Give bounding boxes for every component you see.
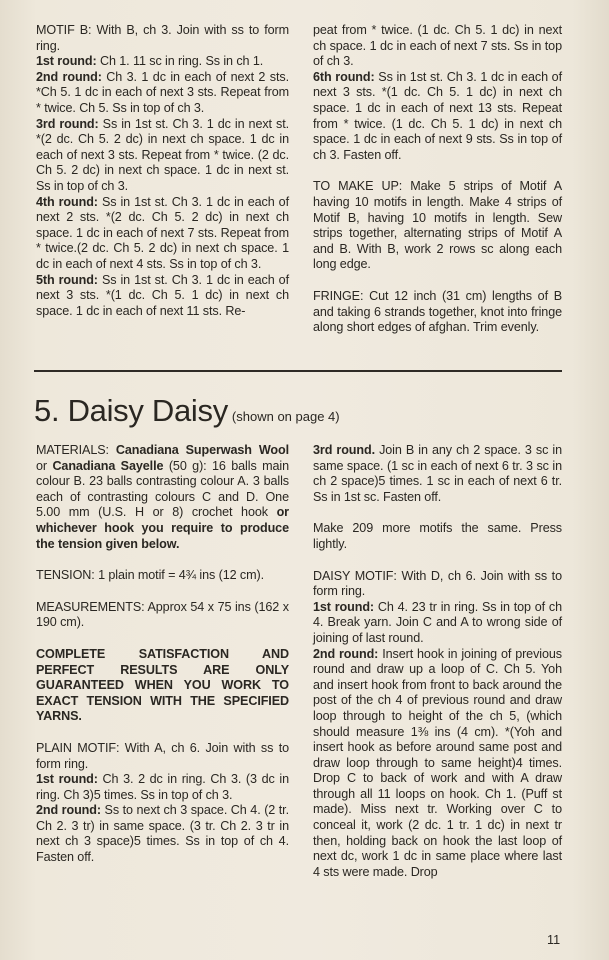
round-3-text: Ss in 1st st. Ch 3. 1 dc in next st. *(2 dc. Ch 5. 2 dc) in next ch space. 1 dc in each of next 3 sts. Repeat from * twice. (2 dc. Ch 5. 2 dc) in next ch space. 1 dc in next st. Ss in top of ch 3. — [36, 116, 289, 193]
top-left-column — [36, 23, 289, 319]
plain-round-3-text: Join B in any ch 2 space. 3 sc in same space. (1 sc in each of next 6 tr. 3 sc in ch 2 space)5 times. 1 sc in each of next 6 tr. Ss in 1st sc. Fasten off. — [313, 443, 562, 504]
section-subtitle: (shown on page 4) — [231, 409, 340, 424]
plain-round-2-label: 2nd round: — [36, 803, 101, 818]
plain-round-1-text: Ch 3. 2 dc in ring. Ch 3. (3 dc in ring. Ch 3)5 times. Ss in top of ch 3. — [36, 772, 289, 802]
round-5-continued: peat from * twice. (1 dc. Ch 5. 1 dc) in next ch space. 1 dc in each of next 7 sts. Ss in top of ch 3. — [313, 23, 562, 69]
materials-yarn-2: Canadiana Sayelle — [52, 458, 164, 473]
plain-round-3-label: 3rd round. — [313, 443, 375, 457]
daisy-motif-intro: DAISY MOTIF: With D, ch 6. Join with ss to form ring. — [313, 568, 562, 599]
round-2-text: Ch 3. 1 dc in each of next 2 sts. *Ch 5. 1 dc in each of next 3 sts. Repeat from * twice. Ch 5. Ss in top of ch 3. — [36, 69, 289, 115]
bottom-left-column — [36, 443, 289, 866]
daisy-round-1-label: 1st round: — [313, 599, 375, 614]
plain-round-2-text: Ss to next ch 3 space. Ch 4. (2 tr. Ch 2. 3 tr) in same space. (3 tr. Ch 2. 3 tr in next ch 3 space)5 times. Ss in top of ch 4. Fasten off. — [36, 803, 289, 865]
round-2-label: 2nd round: — [36, 69, 102, 84]
materials-hook-note: or whichever hook you require to produce the tension given below. — [36, 505, 289, 551]
round-1-label: 1st round: — [36, 54, 97, 69]
materials-label: MATERIALS: — [36, 443, 116, 457]
round-5-text: Ss in 1st st. Ch 3. 1 dc in each of next 3 sts. *(1 dc. Ch 5. 1 dc) in next ch space. 1 dc in each of next 11 sts. Re- — [36, 272, 289, 318]
daisy-round-2-label: 2nd round: — [313, 646, 379, 661]
page-number: 11 — [547, 933, 561, 947]
round-6-label: 6th round: — [313, 69, 375, 84]
section-divider — [34, 370, 562, 372]
section-heading — [34, 393, 340, 429]
materials-yarn-1: Canadiana Superwash Wool — [115, 443, 289, 457]
tension-paragraph: TENSION: 1 plain motif = 4¾ ins (12 cm). — [36, 568, 265, 583]
materials-text: (50 g): 16 balls main colour B. 23 balls contrasting colour A. 3 balls each of contrasting colours C and D. One 5.00 mm (U.S. H or 8) crochet hook — [36, 458, 289, 520]
materials-or: or — [36, 458, 53, 473]
motif-b-intro: MOTIF B: With B, ch 3. Join with ss to form ring. — [36, 23, 289, 53]
round-4-text: Ss in 1st st. Ch 3. 1 dc in each of next 2 sts. *(2 dc. Ch 5. 2 dc) in next ch space. 1 dc in each of next 7 sts. Repeat from * twice.(2 dc. Ch 5. 2 dc) in next ch space. 1 dc in each of next 4 sts. Ss in top of ch 3. — [36, 194, 289, 271]
bottom-right-column — [313, 443, 562, 880]
guarantee-paragraph: COMPLETE SATISFACTION AND PERFECT RESULTS ARE ONLY GUARANTEED WHEN YOU WORK TO EXACT TENSION WITH THE SPECIFIED YARNS. — [36, 646, 289, 724]
fringe-paragraph: FRINGE: Cut 12 inch (31 cm) lengths of B and taking 6 strands together, knot into fringe along short edges of afghan. Trim evenly. — [313, 288, 562, 335]
round-1-text: Ch 1. 11 sc in ring. Ss in ch 1. — [96, 54, 264, 69]
round-6-text: Ss in 1st st. Ch 3. 1 dc in each of next 3 sts. *(1 dc. Ch 5. 1 dc) in next ch space. 1 dc in each of next 13 sts. Repeat from * twice. (1 dc. Ch 5. 1 dc) in next ch space. 1 dc in each of next 9 sts. Ss in top of ch 3. Fasten off. — [313, 69, 562, 162]
make-more-paragraph: Make 209 more motifs the same. Press lightly. — [313, 521, 562, 551]
top-right-column — [313, 23, 562, 336]
round-3-label: 3rd round: — [36, 116, 99, 131]
round-5-label: 5th round: — [36, 272, 98, 287]
round-4-label: 4th round: — [36, 194, 98, 209]
measurements-paragraph: MEASUREMENTS: Approx 54 x 75 ins (162 x 190 cm). — [36, 599, 289, 630]
make-up-paragraph: TO MAKE UP: Make 5 strips of Motif A having 10 motifs in length. Make 4 strips of Motif B, having 10 motifs in length. Sew strips together, alternating strips of Motif A and B. With B, work 2 rows sc along each long edge. — [313, 179, 562, 272]
plain-round-1-label: 1st round: — [36, 772, 98, 787]
plain-motif-intro: PLAIN MOTIF: With A, ch 6. Join with ss to form ring. — [36, 740, 289, 771]
daisy-round-2-text: Insert hook in joining of previous round and draw up a loop of C. Ch 5. Yoh and insert hook from front to back around the post of the ch 4 of previous round and draw loop through to height of the ch 5, (which should measure 1⅜ ins (4 cm). *(Yoh and insert hook as before around same post and draw loop through to same height)4 times. Drop C to back of work and with A draw through all 11 loops on hook. Ch 1. (Puff st made). Miss next tr. Working over C to conceal it, work (2 dc. 1 tr. 1 dc) in next tr then, holding back on hook the last loop of next dc, work 1 dc in same place where last 4 sts were made. Drop — [313, 646, 562, 879]
section-title: 5. Daisy Daisy — [34, 393, 228, 428]
daisy-round-1-text: Ch 4. 23 tr in ring. Ss in top of ch 4. Break yarn. Join C and A to wrong side of joining of last round. — [313, 599, 563, 645]
